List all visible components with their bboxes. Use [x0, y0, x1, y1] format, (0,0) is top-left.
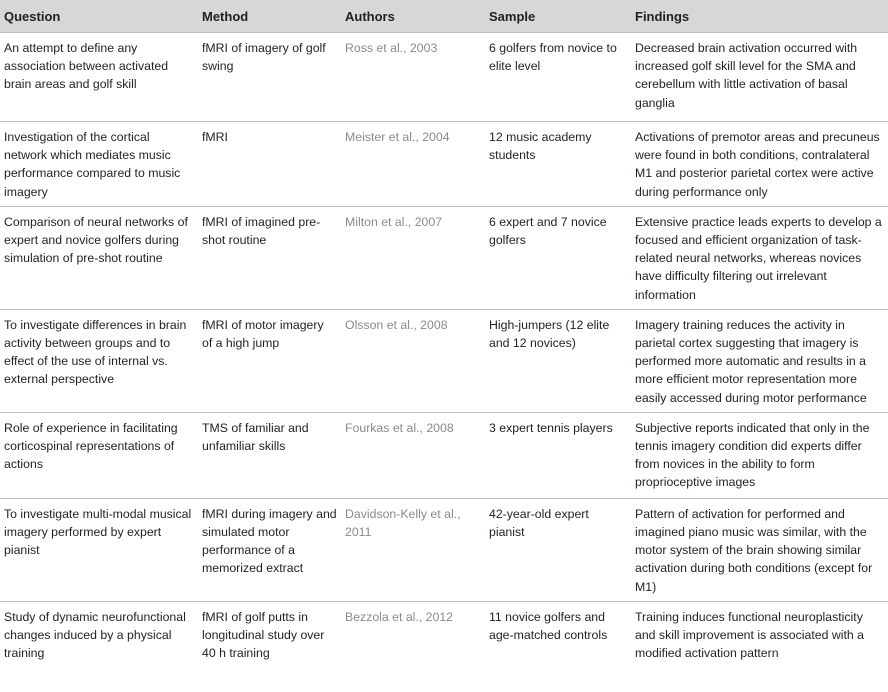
question-cell: Study of dynamic neurofunctional changes induced by a physical training	[4, 609, 186, 661]
method-cell: fMRI of golf putts in longitudinal study over 40 h training	[202, 609, 325, 661]
question-cell: To investigate multi-modal musical imagery performed by expert pianist	[0, 498, 198, 601]
authors-cell: Milton et al., 2007	[341, 206, 485, 309]
question-cell: Comparison of neural networks of expert and novice golfers during simulation of pre-shot routine	[0, 206, 198, 309]
table-row	[0, 309, 888, 412]
question-cell: Investigation of the cortical network which mediates music performance compared to music imagery	[0, 122, 198, 207]
table-row	[0, 33, 888, 122]
method-cell: fMRI during imagery and simulated motor performance of a memorized extract	[198, 498, 341, 601]
header-method: Method	[198, 0, 341, 33]
method-cell: TMS of familiar and unfamiliar skills	[198, 412, 341, 498]
authors-cell: Fourkas et al., 2008	[341, 412, 485, 498]
sample-cell: 6 golfers from novice to elite level	[485, 33, 631, 122]
sample-cell: 3 expert tennis players	[485, 412, 631, 498]
table-row	[0, 206, 888, 309]
authors-cell: Ross et al., 2003	[341, 33, 485, 122]
sample-cell: 11 novice golfers and age-matched controls	[489, 609, 608, 643]
header-sample: Sample	[485, 0, 631, 33]
header-authors: Authors	[341, 0, 485, 33]
authors-cell: Olsson et al., 2008	[341, 309, 485, 412]
table-row	[0, 122, 888, 207]
sample-cell: 12 music academy students	[485, 122, 631, 207]
sample-cell: 6 expert and 7 novice golfers	[485, 206, 631, 309]
method-cell: fMRI	[198, 122, 341, 207]
table-header-row	[0, 0, 888, 33]
authors-cell: Meister et al., 2004	[341, 122, 485, 207]
method-cell: fMRI of imagery of golf swing	[198, 33, 341, 122]
method-cell: fMRI of imagined pre-shot routine	[198, 206, 341, 309]
method-cell: fMRI of motor imagery of a high jump	[198, 309, 341, 412]
question-cell: An attempt to define any association between activated brain areas and golf skill	[0, 33, 198, 122]
sample-cell: 42-year-old expert pianist	[485, 498, 631, 601]
findings-cell: Activations of premotor areas and precuneus were found in both conditions, contralateral M1 and posterior parietal cortex were active during performance only	[631, 122, 888, 207]
authors-cell: Bezzola et al., 2012	[345, 609, 454, 624]
findings-cell: Training induces functional neuroplasticity and skill improvement is associated with a modified activation pattern	[635, 609, 864, 661]
table-row	[0, 601, 888, 686]
authors-cell: Davidson-Kelly et al., 2011	[341, 498, 485, 601]
findings-cell: Extensive practice leads experts to develop a focused and efficient organization of task-related neural networks, whereas novices have difficulty filtering out irrelevant information	[631, 206, 888, 309]
table-row	[0, 498, 888, 601]
table-row	[0, 412, 888, 498]
findings-cell: Pattern of activation for performed and imagined piano music was similar, with the motor system of the brain showing similar activation during both conditions (except for M1)	[631, 498, 888, 601]
question-cell: Role of experience in facilitating corticospinal representations of actions	[0, 412, 198, 498]
findings-cell: Subjective reports indicated that only in the tennis imagery condition did experts differ from novices in the ability to form proprioceptive images	[631, 412, 888, 498]
sample-cell: High-jumpers (12 elite and 12 novices)	[485, 309, 631, 412]
findings-cell: Imagery training reduces the activity in parietal cortex suggesting that imagery is performed more automatic and results in a more efficient motor representation more easily accessed during motor performance	[631, 309, 888, 412]
header-findings: Findings	[631, 0, 888, 33]
header-question: Question	[0, 0, 198, 33]
findings-cell: Decreased brain activation occurred with increased golf skill level for the SMA and cerebellum with little activation of basal ganglia	[631, 33, 888, 122]
question-cell: To investigate differences in brain activity between groups and to effect of the use of internal vs. external perspective	[0, 309, 198, 412]
